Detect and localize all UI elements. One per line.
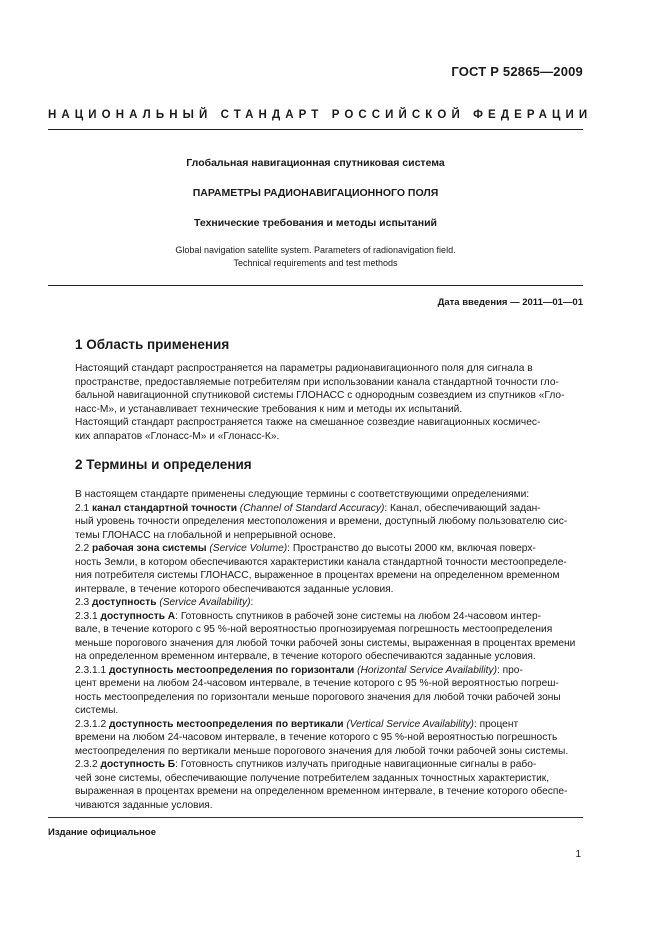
term-english: (Service Availability) xyxy=(159,597,251,608)
paragraph-line: чиваются заданные условия. xyxy=(75,799,213,811)
term-name: доступность А xyxy=(100,610,176,622)
paragraph-line: системы. xyxy=(75,705,119,716)
paragraph-line: цент времени на любом 24-часовом интервале, в течение которого с 95 %-ной вероятностью погреш- xyxy=(75,678,559,689)
term-number: 2.3.2 xyxy=(75,759,98,770)
term-definition: : Готовность спутников в рабочей зоне системы на любом 24-часовом интер- xyxy=(175,610,542,622)
term-name: доступность местоопределения по вертикали xyxy=(109,718,344,730)
document-number: ГОСТ Р 52865—2009 xyxy=(451,64,583,79)
national-standard-banner: НАЦИОНАЛЬНЫЙ СТАНДАРТ РОССИЙСКОЙ ФЕДЕРАЦИИ xyxy=(48,109,593,121)
term-definition: : Пространство до высоты 2000 км, включая поверх- xyxy=(287,543,536,554)
title-english-2: Technical requirements and test methods xyxy=(233,258,398,268)
term-name: доступность xyxy=(92,597,157,608)
official-edition-note: Издание официальное xyxy=(48,827,156,838)
paragraph-line: на определенном временном интервале, в течение которого обеспечиваются заданные условия. xyxy=(75,651,536,662)
title-line-2: ПАРАМЕТРЫ РАДИОНАВИГАЦИОННОГО ПОЛЯ xyxy=(192,187,439,199)
paragraph-line: времени на любом 24-часовом интервале, в течение которого с 95 %-ной вероятностью погрешность xyxy=(75,732,558,743)
section-1-heading: 1 Область применения xyxy=(75,337,230,352)
term-number: 2.3.1.2 xyxy=(75,718,107,730)
term-number: 2.2 xyxy=(75,543,90,554)
paragraph-line: Настоящий стандарт распространяется также на смешанное созвездие навигационных космичес- xyxy=(75,417,541,428)
term-name: доступность местоопределения по горизонтали xyxy=(109,664,355,676)
top-rule xyxy=(48,129,583,130)
term-2-2 xyxy=(75,542,583,556)
term-definition: : xyxy=(250,597,254,608)
term-2-1 xyxy=(75,502,583,516)
paragraph-line: вале, в течение которого с 95 %-ной вероятностью прогнозируемая погрешность местоопределения xyxy=(75,624,553,635)
paragraph-line: В настоящем стандарте применены следующие термины с соответствующими определениями: xyxy=(75,489,530,500)
paragraph-line: темы ГЛОНАСС на глобальной и непрерывной основе. xyxy=(75,529,336,541)
paragraph-line: ния потребителя системы ГЛОНАСС, выраженное в процентах времени на определенном временном xyxy=(75,570,560,581)
term-definition: : Канал, обеспечивающий задан- xyxy=(384,502,541,514)
page-number: 1 xyxy=(575,849,581,860)
title-line-1: Глобальная навигационная спутниковая система xyxy=(186,157,445,169)
term-english: (Service Volume) xyxy=(209,543,288,554)
term-english: (Channel of Standard Accuracy) xyxy=(239,502,385,514)
title-line-3: Технические требования и методы испытаний xyxy=(194,217,437,229)
term-english: (Vertical Service Availability) xyxy=(346,718,474,730)
paragraph-line: ный уровень точности определения местоположения и времени, доступный любому пользователю сис- xyxy=(75,516,568,527)
section-2-body xyxy=(75,488,583,812)
term-name: рабочая зона системы xyxy=(92,543,207,554)
term-english: (Horizontal Service Availability) xyxy=(357,664,497,676)
paragraph-line: ких аппаратов «Глонасс-М» и «Глонасс-К». xyxy=(75,430,280,442)
introduction-date: Дата введения — 2011—01—01 xyxy=(437,297,583,308)
footer-rule xyxy=(48,817,583,818)
section-2-heading: 2 Термины и определения xyxy=(75,457,252,472)
title-rule xyxy=(48,285,583,286)
term-definition: : про- xyxy=(496,664,523,676)
term-2-3 xyxy=(75,596,583,610)
paragraph-line: ность Земли, в котором обеспечиваются характеристики канала стандартной точности местоопределе- xyxy=(75,556,567,568)
paragraph-line: чей зоне системы, обеспечивающие получение потребителем заданных точностных характеристик, xyxy=(75,772,550,784)
paragraph-line: выраженная в процентах времени на определенном временном интервале, в течение которого обеспе- xyxy=(75,786,568,797)
term-name: канал стандартной точности xyxy=(92,502,237,514)
title-english-1: Global navigation satellite system. Parameters of radionavigation field. xyxy=(175,245,456,255)
paragraph-line: интервале, в течение которого обеспечиваются заданные условия. xyxy=(75,583,394,595)
term-2-3-1-2 xyxy=(75,718,583,732)
section-1-body xyxy=(75,362,583,443)
term-name: доступность Б xyxy=(100,759,176,770)
paragraph-line: пространстве, предоставляемые потребителям при использовании канала стандартной точности гло- xyxy=(75,376,559,388)
paragraph-line: насс-М», и устанавливает технические требования к ним и методы их испытаний. xyxy=(75,403,463,415)
term-number: 2.1 xyxy=(75,502,90,514)
paragraph-line: местоопределения по вертикали меньше порогового значения для любой точки рабочей зоны системы. xyxy=(75,745,569,757)
paragraph-line: меньше порогового значения для любой точки рабочей зоны системы, выраженная в процентах времени xyxy=(75,637,576,649)
term-2-3-1-1 xyxy=(75,664,583,678)
paragraph-line: ность местоопределения по горизонтали меньше порогового значения для любой точки рабочей зоны xyxy=(75,691,561,703)
term-2-3-2 xyxy=(75,758,583,772)
term-number: 2.3.1.1 xyxy=(75,664,107,676)
term-definition: : Готовность спутников излучать пригодные навигационные сигналы в рабо- xyxy=(175,759,537,770)
term-number: 2.3 xyxy=(75,597,90,608)
term-definition: : процент xyxy=(473,718,519,730)
paragraph-line: Настоящий стандарт распространяется на параметры радионавигационного поля для сигнала в xyxy=(75,363,533,374)
term-2-3-1 xyxy=(75,610,583,624)
term-number: 2.3.1 xyxy=(75,610,98,622)
paragraph-line: бальной навигационной спутниковой системы ГЛОНАСС с однородным созвездием из спутников «Гло- xyxy=(75,390,565,401)
